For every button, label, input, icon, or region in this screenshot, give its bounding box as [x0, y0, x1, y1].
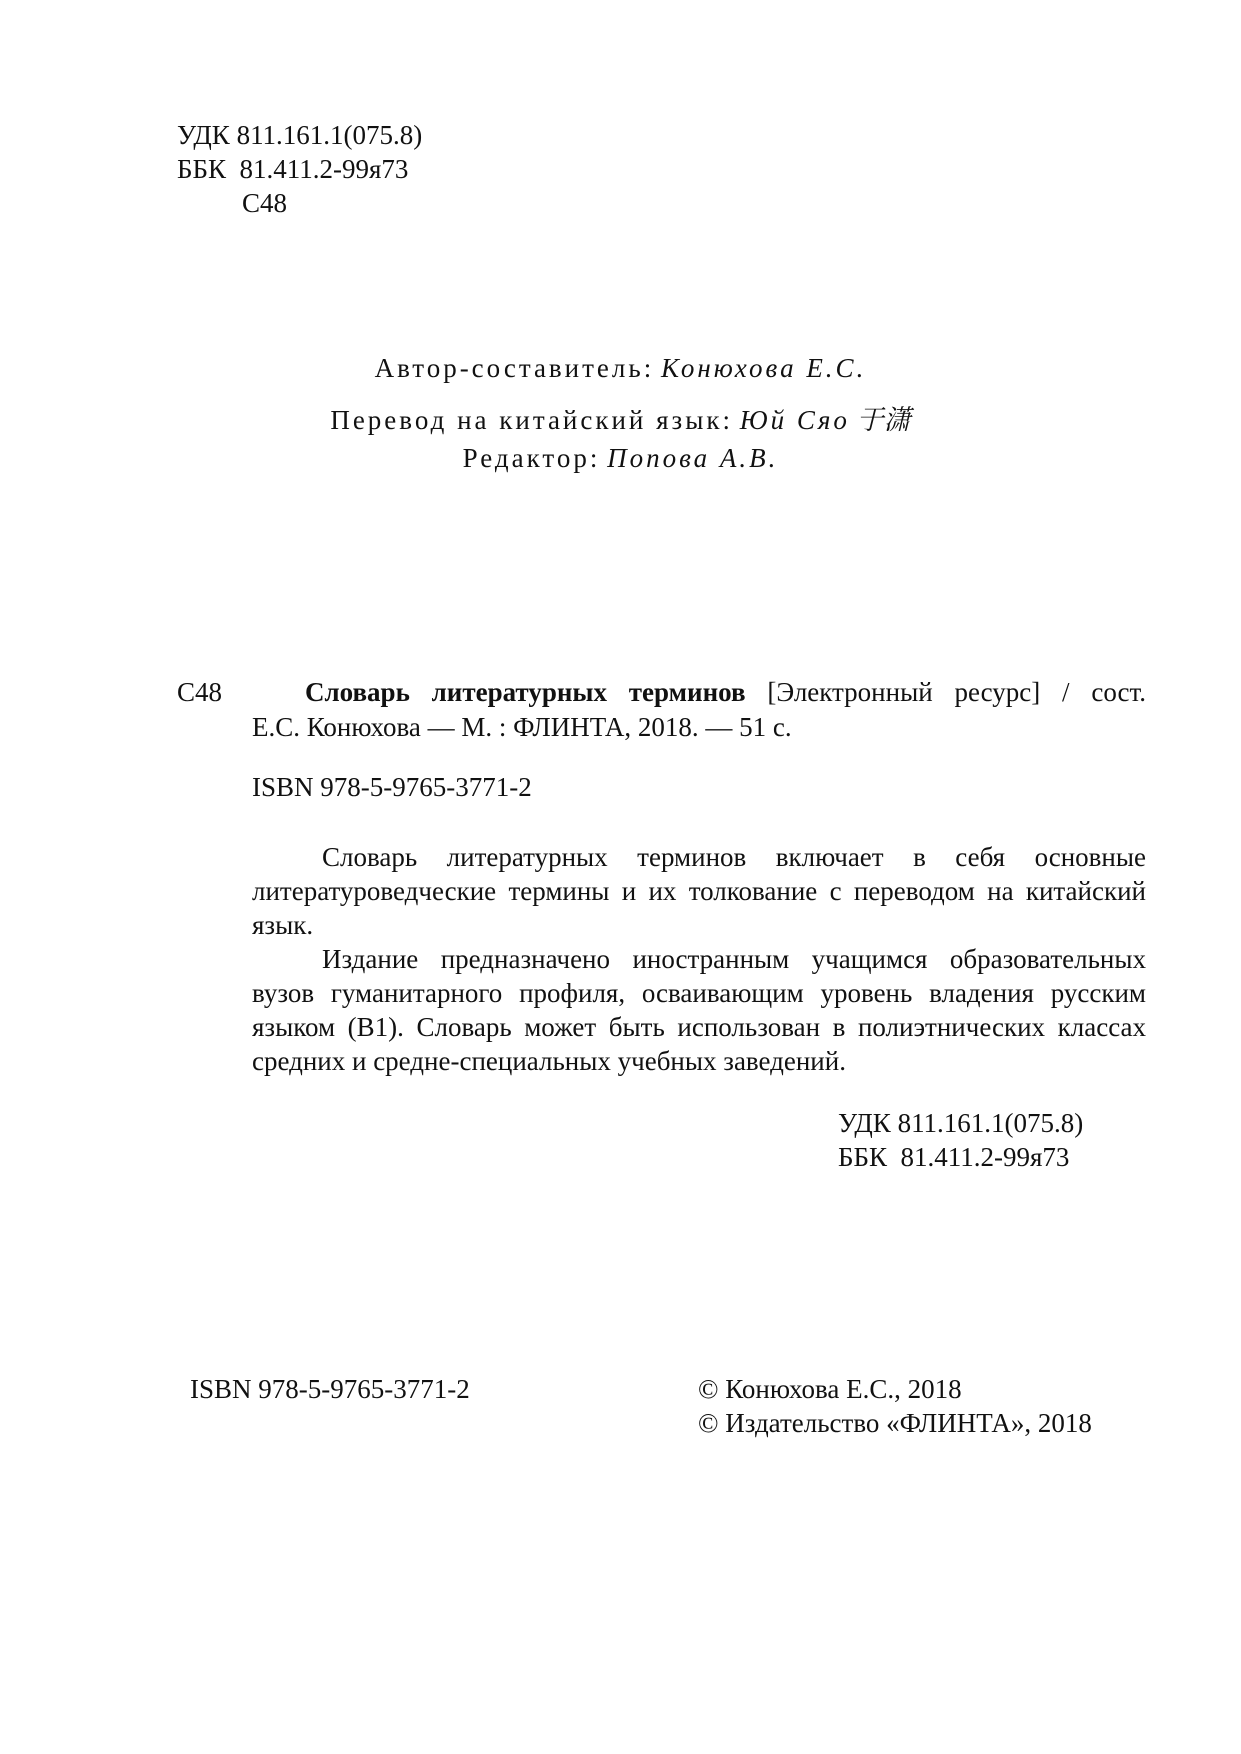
- footer-copyright-publisher: © Издательство «ФЛИНТА», 2018: [698, 1408, 1092, 1438]
- author-name: Конюхова Е.С.: [660, 353, 867, 383]
- translation-name: Юй Сяо: [739, 405, 850, 435]
- udk-bottom: УДК 811.161.1(075.8): [838, 1108, 1084, 1138]
- annotation-paragraph-1: [252, 840, 1146, 942]
- catalog-title: Словарь литературных терминов: [305, 677, 746, 707]
- translation-hanzi: 于潇: [856, 405, 911, 435]
- credit-author: [0, 353, 1241, 384]
- annotation-p2-line: языком (В1). Словарь может быть использован в полиэтнических классах: [252, 1012, 1146, 1042]
- annotation-p2-line: вузов гуманитарного профиля, осваивающим уровень владения русским: [252, 978, 1146, 1008]
- credit-editor: [0, 443, 1241, 474]
- annotation-p1-line: литературоведческие термины и их толкование с переводом на китайский: [252, 876, 1146, 906]
- udk-top: УДК 811.161.1(075.8): [177, 120, 423, 150]
- footer-isbn: ISBN 978-5-9765-3771-2: [190, 1374, 470, 1404]
- annotation-p2-line: Издание предназначено иностранным учащимся образовательных: [322, 944, 1146, 974]
- catalog-code: С48: [177, 677, 223, 707]
- author-label: Автор-составитель:: [374, 353, 655, 383]
- catalog-line-1: [305, 675, 1146, 709]
- footer-copyright-author: © Конюхова Е.С., 2018: [698, 1374, 962, 1404]
- annotation-paragraph-2: [252, 942, 1146, 1078]
- bbk-bottom: ББК 81.411.2-99я73: [838, 1142, 1070, 1172]
- annotation-p2-line: средних и средне-специальных учебных заведений.: [252, 1046, 846, 1076]
- bbk-top: ББК 81.411.2-99я73: [177, 154, 409, 184]
- annotation-p1-line: язык.: [252, 910, 314, 940]
- annotation-p1-line: Словарь литературных терминов включает в себя основные: [322, 842, 1146, 872]
- catalog-isbn: ISBN 978-5-9765-3771-2: [252, 772, 532, 802]
- editor-label: Редактор:: [462, 443, 601, 473]
- catalog-line1-rest: [Электронный ресурс] / сост.: [767, 677, 1147, 707]
- translation-label: Перевод на китайский язык:: [330, 405, 733, 435]
- editor-name: Попова А.В.: [607, 443, 779, 473]
- author-mark-top: С48: [242, 188, 288, 218]
- credit-translation: [0, 398, 1241, 437]
- catalog-line-2: Е.С. Конюхова — М. : ФЛИНТА, 2018. — 51 с.: [252, 712, 792, 742]
